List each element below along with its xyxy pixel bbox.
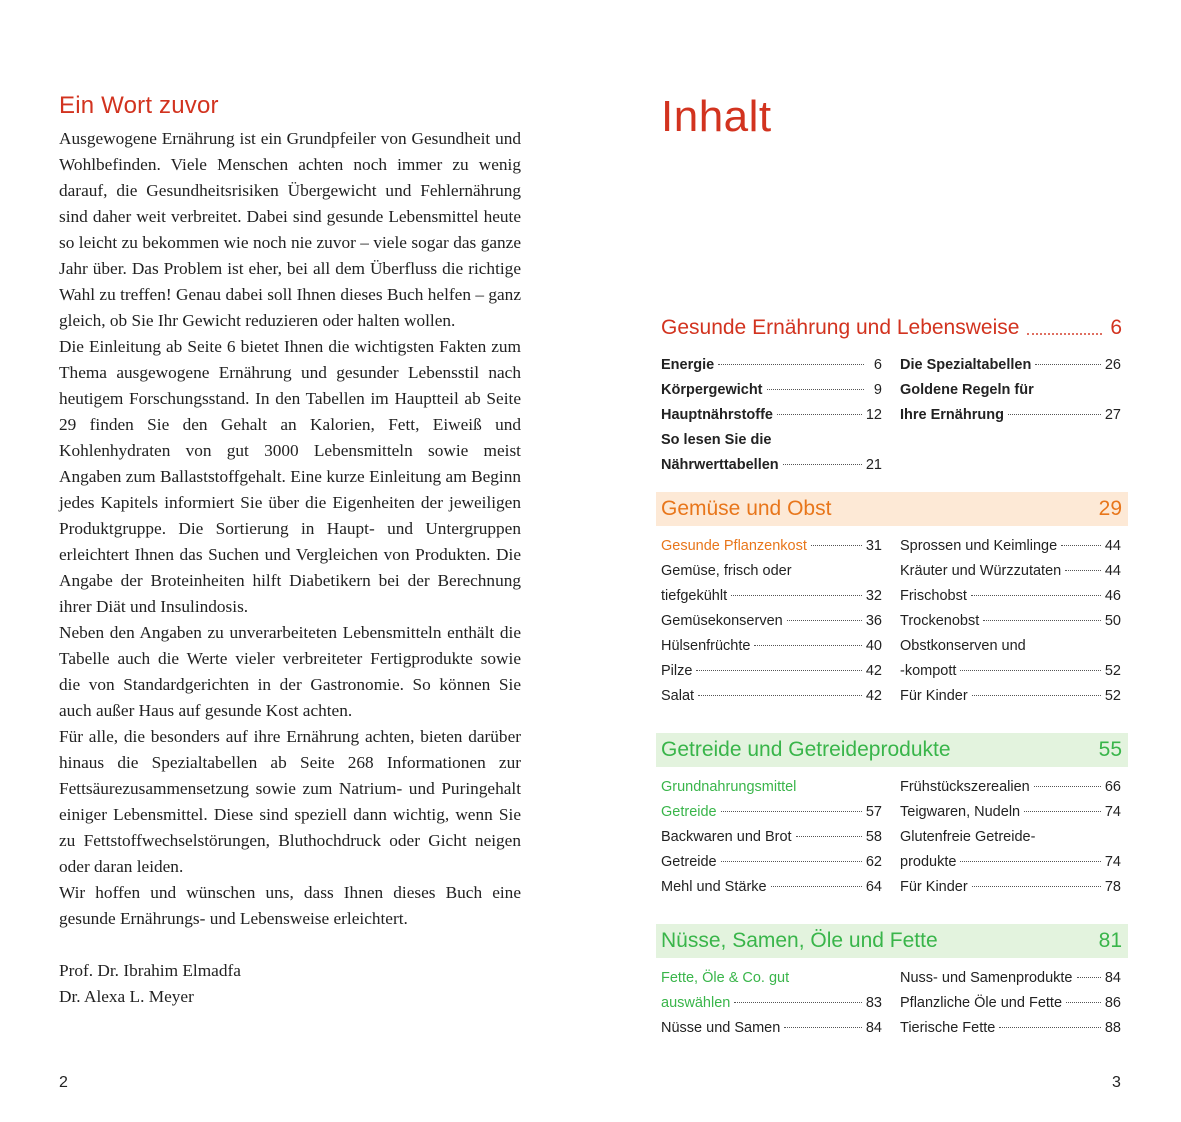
toc-entry-title: Glutenfreie Getreide- — [900, 829, 1036, 845]
toc-entry-title: Tierische Fette — [900, 1020, 996, 1036]
toc-entry-title: Goldene Regeln für — [900, 382, 1034, 398]
dot-leader — [784, 1026, 862, 1028]
toc-section-title: Getreide und Getreideprodukte — [661, 738, 951, 761]
toc-entry-page: 9 — [873, 382, 882, 398]
toc-entry-title: Gemüse, frisch oder — [661, 563, 792, 579]
toc-entry-title: Nuss- und Samenprodukte — [900, 970, 1073, 986]
toc-column-left — [661, 353, 882, 478]
toc-entry-title: -kompott — [900, 663, 957, 679]
toc-entry-title: Fette, Öle & Co. gut — [661, 970, 790, 986]
toc-entry-title: Obstkonserven und — [900, 638, 1026, 654]
toc-section-title: Gemüse und Obst — [661, 497, 832, 520]
toc-entry-title: Frischobst — [900, 588, 967, 604]
toc-entry-title: Kräuter und Würzzutaten — [900, 563, 1062, 579]
toc-entry[interactable] — [900, 353, 1121, 378]
toc-entry[interactable] — [661, 428, 882, 453]
dot-leader — [1008, 413, 1101, 415]
toc-entry-title: produkte — [900, 854, 957, 870]
toc-entry-title: Nüsse und Samen — [661, 1020, 781, 1036]
toc-entry[interactable] — [900, 584, 1121, 609]
dot-leader — [1034, 785, 1101, 787]
dot-leader — [771, 885, 862, 887]
dot-leader — [1066, 1001, 1101, 1003]
toc-section-heading[interactable] — [656, 492, 1128, 526]
toc-section-title: Gesunde Ernährung und Lebensweise — [661, 316, 1020, 339]
toc-entry-title: Für Kinder — [900, 688, 968, 704]
signature-block — [59, 958, 521, 1010]
toc-entry-title: Gesunde Pflanzenkost — [661, 538, 807, 554]
toc-section-page: 29 — [1098, 497, 1122, 520]
toc-entry-title: Trockenobst — [900, 613, 980, 629]
toc-entry[interactable] — [661, 609, 882, 634]
toc-entry[interactable] — [900, 875, 1121, 900]
dot-leader — [721, 860, 862, 862]
dot-leader — [796, 835, 862, 837]
dot-leader — [811, 544, 862, 546]
toc-entry-page: 62 — [865, 854, 882, 870]
toc-entry-page: 58 — [865, 829, 882, 845]
foreword-paragraph-3: Neben den Angaben zu unverarbeiteten Lebensmitteln enthält die Tabelle auch die Werte vieler verbreiteter Fertigprodukte sowie die von Standardgerichten in der Gastronomie. So können Sie auch außer Haus auf gesunde Kost achten. — [59, 623, 521, 720]
signature-author-2: Dr. Alexa L. Meyer — [59, 987, 194, 1006]
toc-entry-title: Hauptnährstoffe — [661, 407, 773, 423]
toc-entry[interactable] — [661, 453, 882, 478]
foreword-heading: Ein Wort zuvor — [59, 92, 219, 119]
foreword-paragraph-5: Wir hoffen und wünschen uns, dass Ihnen dieses Buch eine gesunde Ernährungs- und Lebensweise erleichtert. — [59, 883, 521, 928]
toc-entry[interactable] — [661, 1016, 882, 1041]
toc-entry[interactable] — [661, 684, 882, 709]
toc-entry-page: 46 — [1104, 588, 1121, 604]
dot-leader — [1024, 810, 1101, 812]
toc-entry[interactable] — [900, 800, 1121, 825]
toc-entry-page: 52 — [1104, 688, 1121, 704]
toc-entry-title: Teigwaren, Nudeln — [900, 804, 1021, 820]
toc-entry[interactable] — [900, 378, 1121, 403]
toc-entry-page: 83 — [865, 995, 882, 1011]
toc-entry-page: 44 — [1104, 538, 1121, 554]
toc-entry[interactable] — [900, 775, 1121, 800]
toc-entry-title: Frühstückszerealien — [900, 779, 1030, 795]
toc-column-left — [661, 775, 882, 900]
toc-column-right — [900, 534, 1121, 709]
toc-column-left — [661, 966, 882, 1041]
toc-entry-page: 88 — [1104, 1020, 1121, 1036]
toc-entry-page: 40 — [865, 638, 882, 654]
toc-entry[interactable] — [661, 800, 882, 825]
toc-entry[interactable] — [661, 403, 882, 428]
dot-leader — [1035, 363, 1101, 365]
foreword-page — [59, 92, 521, 1010]
toc-entry-page: 42 — [865, 663, 882, 679]
toc-entry-title: So lesen Sie die — [661, 432, 772, 448]
dot-leader — [696, 669, 861, 671]
dot-leader — [721, 810, 862, 812]
toc-entry[interactable] — [661, 353, 882, 378]
toc-entry[interactable] — [661, 966, 882, 991]
toc-column-right — [900, 966, 1121, 1041]
toc-entry-title: Getreide — [661, 804, 717, 820]
page-number-right: 3 — [1112, 1074, 1121, 1091]
toc-entry[interactable] — [900, 559, 1121, 584]
toc-entry[interactable] — [900, 1016, 1121, 1041]
toc-section-page: 6 — [1110, 316, 1122, 339]
toc-entry-page: 44 — [1104, 563, 1121, 579]
signature-author-1: Prof. Dr. Ibrahim Elmadfa — [59, 961, 241, 980]
dot-leader — [1077, 976, 1101, 978]
toc-entry-page: 52 — [1104, 663, 1121, 679]
toc-entry-title: Energie — [661, 357, 715, 373]
toc-section-1 — [656, 311, 1128, 478]
toc-entry-title: Körpergewicht — [661, 382, 763, 398]
toc-entry-page: 74 — [1104, 854, 1121, 870]
toc-entry-page: 36 — [865, 613, 882, 629]
dot-leader — [734, 1001, 862, 1003]
dot-leader — [972, 694, 1101, 696]
dot-leader — [960, 669, 1100, 671]
toc-title: Inhalt — [661, 92, 772, 141]
toc-entry[interactable] — [661, 850, 882, 875]
toc-entry[interactable] — [661, 991, 882, 1016]
dot-leader — [777, 413, 862, 415]
toc-section-heading[interactable] — [656, 924, 1128, 958]
toc-entry-page: 78 — [1104, 879, 1121, 895]
dot-leader — [783, 463, 862, 465]
dot-leader — [767, 388, 864, 390]
toc-column-left — [661, 534, 882, 709]
toc-entry[interactable] — [900, 634, 1121, 659]
toc-entry-title: Hülsenfrüchte — [661, 638, 751, 654]
toc-entry-title: Gemüsekonserven — [661, 613, 783, 629]
toc-entry-page: 27 — [1104, 407, 1121, 423]
foreword-paragraph-2: Die Einleitung ab Seite 6 bietet Ihnen die wichtigsten Fakten zum Thema ausgewogene Ernährung und gesunder Lebensstil nach heutigem Forschungsstand. In den Tabellen im Hauptteil ab Seite 29 finden Sie den Gehalt an Kalorien, Fett, Eiweiß und Kohlenhydraten von gut 3000 Lebensmitteln sowie meist Angaben zum Ballaststoffgehalt. Eine kurze Einleitung am Beginn jedes Kapitels informiert Sie über die Eigenheiten der jeweiligen Produktgruppe. Die Sortierung in Haupt- und Untergruppen erleichtert Ihnen das Suchen und Vergleichen von Produkten. Die Angabe der Broteinheiten hilft Diabetikern bei der Berechnung ihrer Diät und Insulindosis. — [59, 337, 521, 616]
dot-leader — [754, 644, 861, 646]
toc-section-page: 81 — [1098, 929, 1122, 952]
toc-entry-page: 31 — [865, 538, 882, 554]
toc-entry[interactable] — [661, 875, 882, 900]
toc-entry-page: 57 — [865, 804, 882, 820]
page-number-left: 2 — [59, 1074, 68, 1091]
dot-leader — [999, 1026, 1101, 1028]
dot-leader — [1061, 544, 1101, 546]
dot-leader — [971, 594, 1101, 596]
toc-section-title: Nüsse, Samen, Öle und Fette — [661, 929, 938, 952]
toc-section-3 — [656, 733, 1128, 900]
toc-entry[interactable] — [661, 378, 882, 403]
toc-entry-page: 74 — [1104, 804, 1121, 820]
toc-entry-title: Ihre Ernährung — [900, 407, 1004, 423]
toc-entry-page: 12 — [865, 407, 882, 423]
toc-entry[interactable] — [900, 609, 1121, 634]
toc-entry[interactable] — [900, 825, 1121, 850]
dot-leader — [972, 885, 1101, 887]
toc-entry-title: Pflanzliche Öle und Fette — [900, 995, 1063, 1011]
toc-entry-page: 32 — [865, 588, 882, 604]
toc-entry-title: tiefgekühlt — [661, 588, 728, 604]
toc-entry[interactable] — [900, 991, 1121, 1016]
dot-leader — [983, 619, 1101, 621]
toc-section-heading[interactable] — [656, 733, 1128, 767]
toc-entry-page: 84 — [865, 1020, 882, 1036]
toc-entry[interactable] — [661, 534, 882, 559]
toc-entry-page: 26 — [1104, 357, 1121, 373]
dot-leader — [1027, 321, 1102, 335]
toc-entry-title: Nährwerttabellen — [661, 457, 779, 473]
toc-entry-title: Salat — [661, 688, 695, 704]
toc-entry-title: auswählen — [661, 995, 731, 1011]
toc-entry-page: 6 — [873, 357, 882, 373]
toc-column-right — [900, 775, 1121, 900]
toc-entry-title: Backwaren und Brot — [661, 829, 792, 845]
toc-entry[interactable] — [661, 634, 882, 659]
toc-entry[interactable] — [661, 584, 882, 609]
toc-entry[interactable] — [661, 559, 882, 584]
toc-column-right — [900, 353, 1121, 478]
toc-entry-title: Getreide — [661, 854, 717, 870]
toc-entry-page: 64 — [865, 879, 882, 895]
toc-section-4 — [656, 924, 1128, 1041]
dot-leader — [731, 594, 862, 596]
dot-leader — [698, 694, 862, 696]
toc-entry[interactable] — [661, 825, 882, 850]
dot-leader — [1065, 569, 1101, 571]
foreword-paragraph-1: Ausgewogene Ernährung ist ein Grundpfeiler von Gesundheit und Wohlbefinden. Viele Menschen achten noch immer zu wenig darauf, die Gesundheitsrisiken Übergewicht und Fehlernährung sind daher weit verbreitet. Dabei sind gesunde Lebensmittel heute so leicht zu bekommen wie noch nie zuvor – viele sogar das ganze Jahr über. Das Problem ist eher, bei all dem Überfluss die richtige Wahl zu treffen! Genau dabei soll Ihnen dieses Buch helfen – ganz gleich, ob Sie Ihr Gewicht reduzieren oder halten wollen. — [59, 129, 521, 330]
toc-entry-title: Grundnahrungsmittel — [661, 779, 797, 795]
toc-entry-page: 50 — [1104, 613, 1121, 629]
toc-entry[interactable] — [661, 659, 882, 684]
toc-entry-page: 84 — [1104, 970, 1121, 986]
toc-section-heading[interactable] — [656, 311, 1128, 345]
toc-entry-title: Die Spezialtabellen — [900, 357, 1032, 373]
toc-entry[interactable] — [900, 684, 1121, 709]
toc-entry[interactable] — [900, 403, 1121, 428]
dot-leader — [718, 363, 864, 365]
toc-entry[interactable] — [661, 775, 882, 800]
toc-entry-title: Pilze — [661, 663, 693, 679]
toc-entry-title: Mehl und Stärke — [661, 879, 767, 895]
toc-entry-page: 42 — [865, 688, 882, 704]
toc-entry-title: Sprossen und Keimlinge — [900, 538, 1058, 554]
toc-entry-page: 21 — [865, 457, 882, 473]
toc-entry[interactable] — [900, 659, 1121, 684]
toc-entry[interactable] — [900, 534, 1121, 559]
toc-entry[interactable] — [900, 850, 1121, 875]
foreword-paragraph-4: Für alle, die besonders auf ihre Ernährung achten, bieten darüber hinaus die Spezialtabellen ab Seite 268 Informationen zur Fettsäurezusammensetzung sowie zum Natrium- und Puringehalt einiger Lebensmittel. Diese sind speziell dann wichtig, wenn Sie zu Fettstoffwechselstörungen, Bluthochdruck oder Gicht neigen oder daran leiden. — [59, 727, 521, 876]
toc-section-page: 55 — [1098, 738, 1122, 761]
toc-entry-title: Für Kinder — [900, 879, 968, 895]
toc-entry-page: 86 — [1104, 995, 1121, 1011]
dot-leader — [787, 619, 862, 621]
dot-leader — [960, 860, 1100, 862]
toc-section-2 — [656, 492, 1128, 709]
toc-entry[interactable] — [900, 966, 1121, 991]
toc-entry-page: 66 — [1104, 779, 1121, 795]
